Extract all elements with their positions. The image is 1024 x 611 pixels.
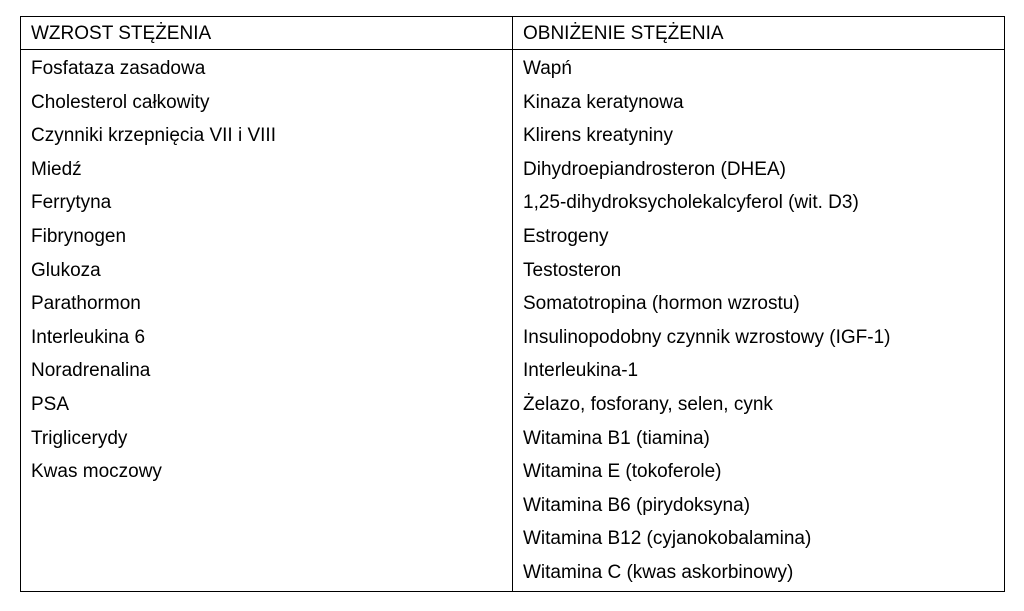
decrease-list-item: 1,25-dihydroksycholekalcyferol (wit. D3) [523,192,859,214]
decrease-list-item: Witamina B1 (tiamina) [523,427,710,449]
decrease-list-item: Interleukina-1 [523,360,639,382]
table-header-row [21,17,1004,50]
decrease-list-item: Insulinopodobny czynnik wzrostowy (IGF-1) [523,326,891,348]
decrease-list-item: Witamina E (tokoferole) [523,461,722,483]
increase-list-item: Czynniki krzepnięcia VII i VIII [31,125,276,147]
decrease-list-item: Witamina B12 (cyjanokobalamina) [523,528,812,550]
increase-list-item: PSA [31,393,70,415]
increase-list-item: Kwas moczowy [31,461,162,483]
table-body-row [21,50,1004,591]
decrease-list-item: Somatotropina (hormon wzrostu) [523,293,800,315]
increase-column [21,50,513,591]
header-decrease: OBNIŻENIE STĘŻENIA [523,23,724,44]
increase-list-item: Parathormon [31,293,141,315]
increase-list-item: Miedź [31,158,82,180]
decrease-list-item: Witamina B6 (pirydoksyna) [523,494,751,516]
decrease-list-item: Testosteron [523,259,622,281]
decrease-list-item: Żelazo, fosforany, selen, cynk [523,393,773,415]
increase-list-item: Glukoza [31,259,101,281]
decrease-list-item: Estrogeny [523,225,609,247]
decrease-list-item: Klirens kreatyniny [523,125,673,147]
increase-list-item: Fosfataza zasadowa [31,58,206,79]
header-increase: WZROST STĘŻENIA [21,17,513,49]
decrease-column [513,50,1004,591]
increase-list-item: Interleukina 6 [31,326,146,348]
decrease-list-item: Kinaza keratynowa [523,91,684,113]
decrease-list-item: Wapń [523,58,572,79]
increase-list-item: Cholesterol całkowity [31,91,210,113]
decrease-list-item: Witamina C (kwas askorbinowy) [523,561,794,583]
concentration-table [20,16,1005,592]
increase-list-item: Ferrytyna [31,192,112,214]
decrease-list-item: Dihydroepiandrosteron (DHEA) [523,158,786,180]
increase-list-item: Noradrenalina [31,360,151,382]
increase-list-item: Triglicerydy [31,427,128,449]
increase-list-item: Fibrynogen [31,225,127,247]
